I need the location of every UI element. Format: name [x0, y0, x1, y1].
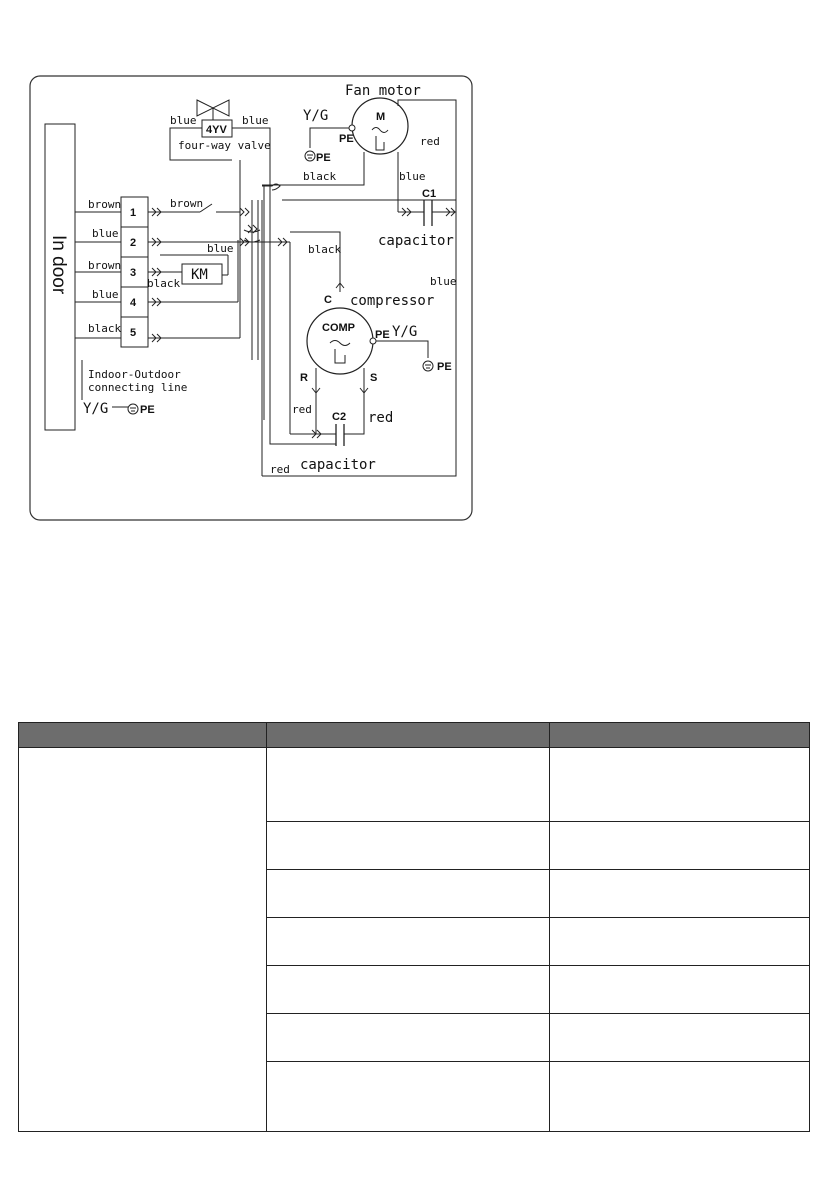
comp-c-terminal: C	[324, 294, 332, 306]
indoor-block-label: In door	[48, 235, 69, 295]
fan-pe-label: PE	[339, 133, 354, 145]
terminal-3: 3	[130, 267, 137, 279]
four-way-valve-right-wire: blue	[242, 114, 269, 127]
wire-label-t4: blue	[92, 288, 119, 301]
terminal-1: 1	[130, 207, 137, 219]
wire-label-t5: black	[88, 322, 122, 335]
wire-label-t1: brown	[88, 198, 122, 211]
km-label: KM	[191, 267, 208, 283]
comp-name: COMP	[322, 322, 355, 334]
fan-ground-pe: PE	[316, 152, 331, 164]
connector-chevrons	[152, 208, 287, 342]
table-cell	[549, 1062, 809, 1132]
table-cell	[549, 748, 809, 822]
table-cell	[267, 1062, 549, 1132]
table-cell	[267, 748, 549, 822]
fan-blue-label: blue	[399, 170, 426, 183]
comp-yg-label: Y/G	[392, 324, 418, 340]
black-t3-label: black	[147, 277, 181, 290]
table-merged-cell	[19, 748, 267, 1132]
blue-right-label: blue	[430, 275, 457, 288]
table-cell	[549, 966, 809, 1014]
c1-label: capacitor	[378, 233, 454, 249]
table-cell	[267, 1014, 549, 1062]
wire-label-t2: blue	[92, 227, 119, 240]
wire-label-t3: brown	[88, 259, 122, 272]
comp-r-terminal: R	[300, 372, 308, 384]
fan-black-label: black	[303, 170, 337, 183]
comp-ground-pe: PE	[437, 361, 452, 373]
indoor-pe-label: PE	[140, 404, 155, 416]
four-way-valve-left-wire: blue	[170, 114, 197, 127]
indoor-ground-icon	[128, 404, 138, 414]
header-cell-2	[267, 723, 549, 748]
table-cell	[549, 870, 809, 918]
connecting-line-label-2: connecting line	[88, 381, 188, 394]
table-row	[19, 748, 810, 822]
brown-switch-label: brown	[170, 197, 204, 210]
fan-motor-m: M	[376, 111, 386, 123]
terminal-2: 2	[130, 237, 137, 249]
fan-motor-title: Fan motor	[345, 83, 421, 99]
connecting-line-label-1: Indoor-Outdoor	[88, 368, 181, 381]
table-cell	[267, 918, 549, 966]
c1-capacitor-symbol	[398, 200, 456, 226]
c2-name: C2	[332, 411, 347, 423]
table-cell	[267, 822, 549, 870]
red-r-label: red	[292, 403, 312, 416]
red-bottom-label: red	[270, 463, 290, 476]
table-cell	[549, 822, 809, 870]
compressor-label: compressor	[350, 293, 435, 309]
table-cell	[549, 918, 809, 966]
c1-name: C1	[422, 188, 437, 200]
comp-pe-label: PE	[375, 329, 390, 341]
fan-yg-label: Y/G	[303, 108, 329, 124]
table-cell	[549, 1014, 809, 1062]
spec-table	[18, 722, 810, 1132]
fan-pe-terminal	[349, 125, 355, 131]
red-s-label: red	[368, 410, 394, 426]
header-cell-3	[549, 723, 809, 748]
c2-capacitor-symbol	[290, 424, 364, 446]
four-way-valve-code: 4YV	[206, 124, 227, 136]
table-cell	[267, 870, 549, 918]
c2-label: capacitor	[300, 457, 376, 473]
black-comp-label: black	[308, 243, 342, 256]
terminal-4: 4	[130, 297, 137, 309]
four-way-valve-icon	[197, 100, 229, 120]
compressor-symbol	[307, 308, 373, 374]
terminal-5: 5	[130, 327, 137, 339]
fan-ground-icon	[305, 151, 315, 161]
comp-ground-icon	[423, 361, 433, 371]
comp-s-terminal: S	[370, 372, 378, 384]
table-header-row	[19, 723, 810, 748]
header-cell-1	[19, 723, 267, 748]
blue-t2-label: blue	[207, 242, 234, 255]
indoor-yg-label: Y/G	[83, 401, 109, 417]
fan-red-label: red	[420, 135, 440, 148]
fan-motor-symbol	[352, 98, 408, 154]
table-cell	[267, 966, 549, 1014]
four-way-valve-label: four-way valve	[178, 139, 271, 152]
